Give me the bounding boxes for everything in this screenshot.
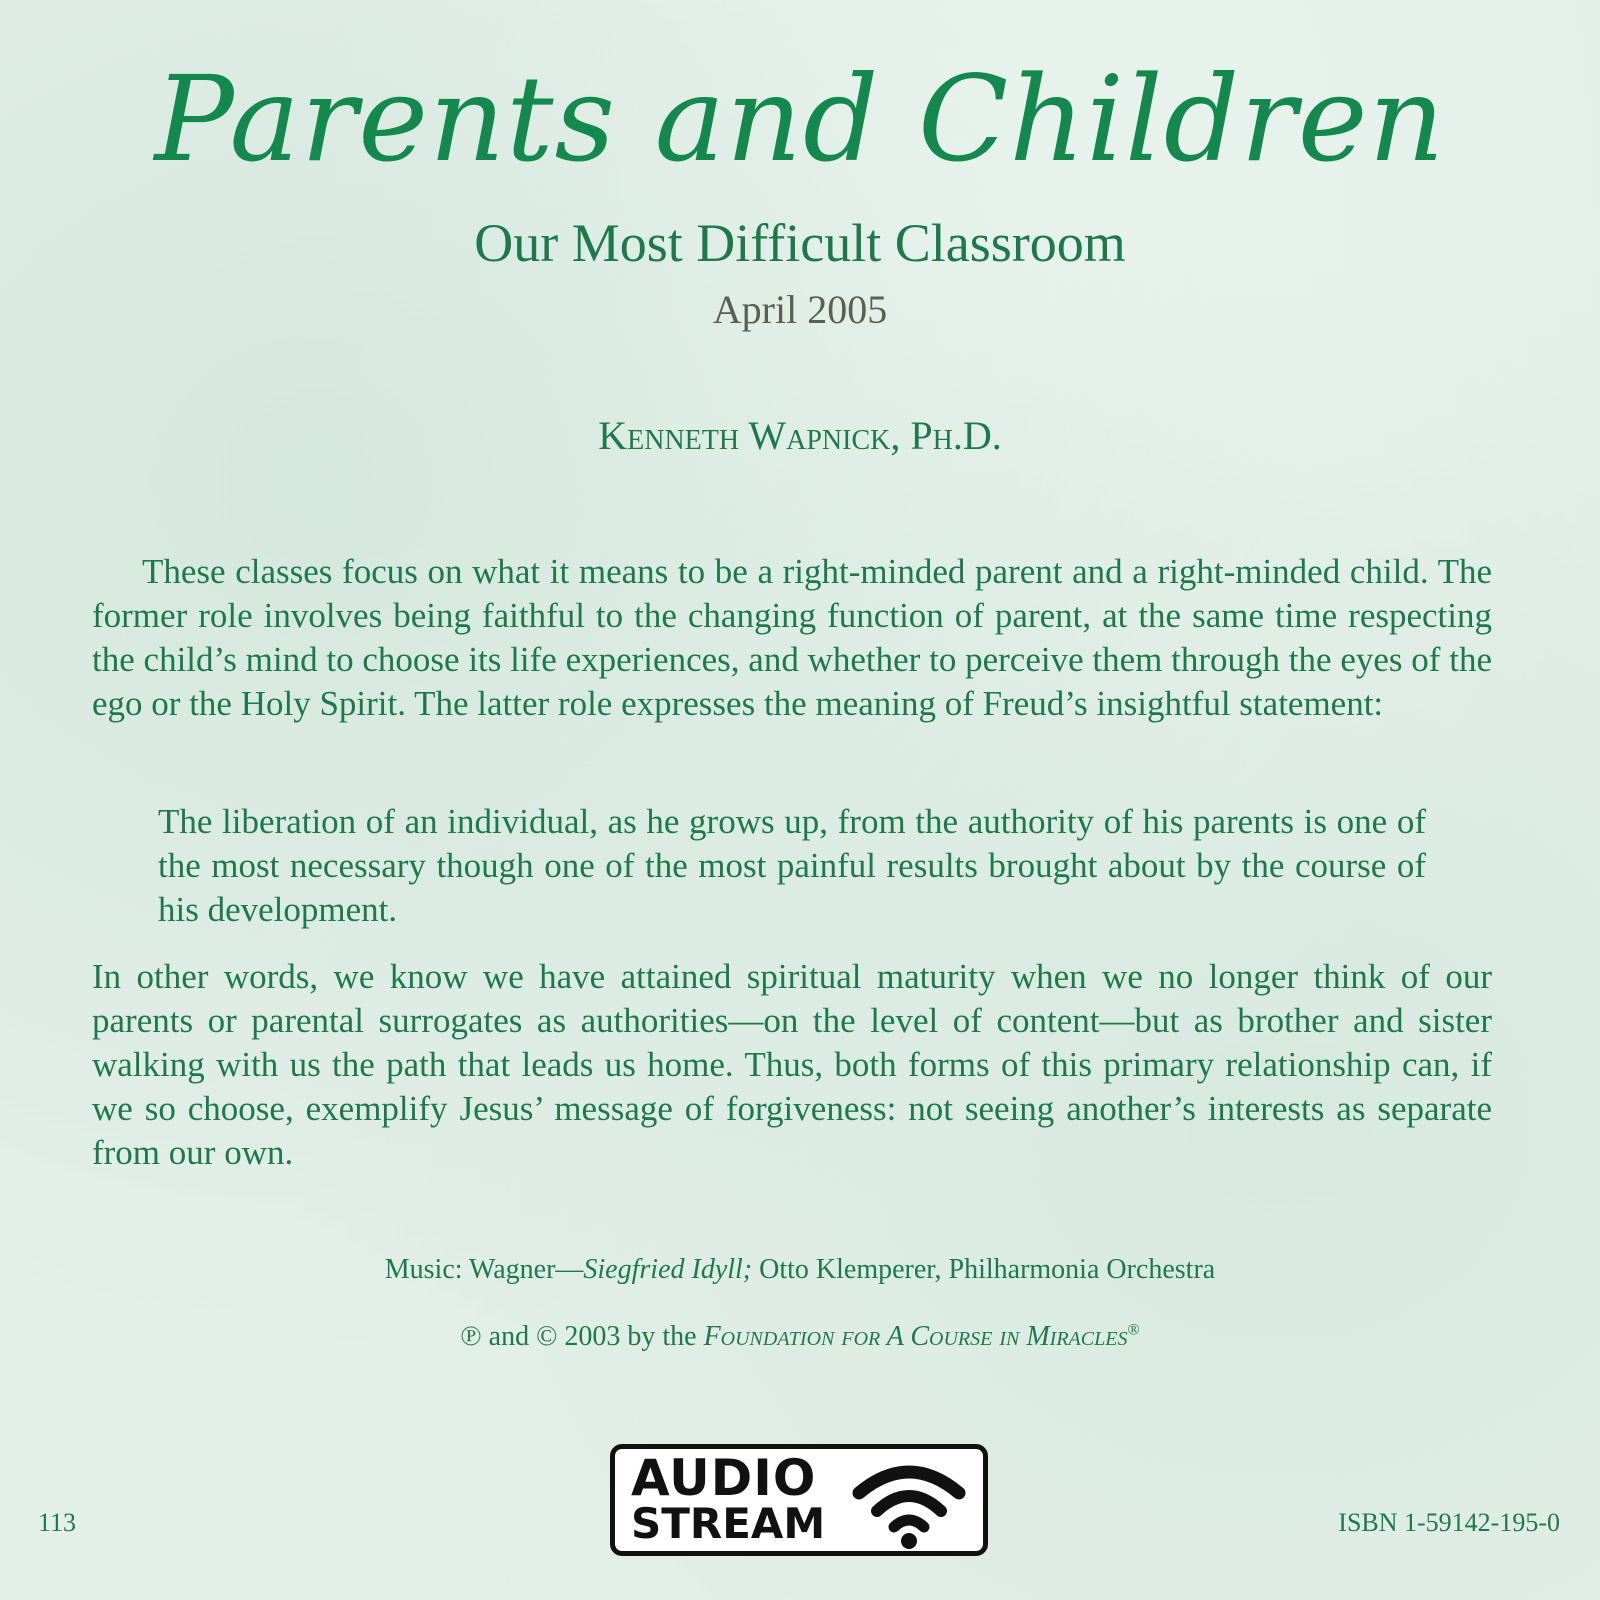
page-title: Parents and Children: [154, 50, 1446, 188]
logo-text: [631, 1449, 826, 1548]
copyright-prefix: ℗ and © 2003 by the: [460, 1321, 704, 1352]
music-work: Siegfried Idyll;: [583, 1254, 753, 1285]
music-credit: [0, 1254, 1600, 1286]
registered-mark: ®: [1127, 1321, 1140, 1339]
paragraph-1: These classes focus on what it means to be a right-minded parent and a right-minded child. The former role involves being faithful to the changing function of parent, at the same time respecting the child’s mind to choose its life experiences, and whether to perceive them through the eyes of the ego or the Holy Spirit. The latter role expresses the meaning of Freud’s insightful statement:: [92, 552, 1492, 723]
isbn: ISBN 1-59142-195-0: [1338, 1508, 1560, 1537]
page-number: 113: [38, 1508, 77, 1537]
music-prefix: Music: Wagner—: [384, 1254, 584, 1285]
audio-stream-logo: [610, 1444, 988, 1556]
date: April 2005: [712, 287, 888, 332]
logo-line-2: STREAM: [631, 1499, 826, 1548]
author-name: Kenneth Wapnick, Ph.D.: [598, 413, 1002, 458]
subtitle: Our Most Difficult Classroom: [474, 213, 1126, 273]
logo-line-1: AUDIO: [631, 1449, 817, 1507]
author: [0, 412, 1600, 459]
block-quote: The liberation of an individual, as he grows up, from the authority of his parents is one of the most necessary though one of the most painful results brought about by the course of his development.: [158, 802, 1426, 929]
paragraph-2: In other words, we know we have attained spiritual maturity when we no longer think of our parents or parental surrogates as authorities—on the level of content—but as brother and sister walking with us the path that leads us home. Thus, both forms of this primary relationship can, if we so choose, exemplify Jesus’ message of forgiveness: not seeing another’s interests as separate from our own.: [92, 957, 1492, 1172]
music-suffix: Otto Klemperer, Philharmonia Orchestra: [752, 1254, 1216, 1285]
copyright-notice: [0, 1321, 1600, 1353]
wifi-signal-icon: [849, 1457, 969, 1549]
foundation-name: Foundation for A Course in Miracles: [703, 1321, 1128, 1352]
